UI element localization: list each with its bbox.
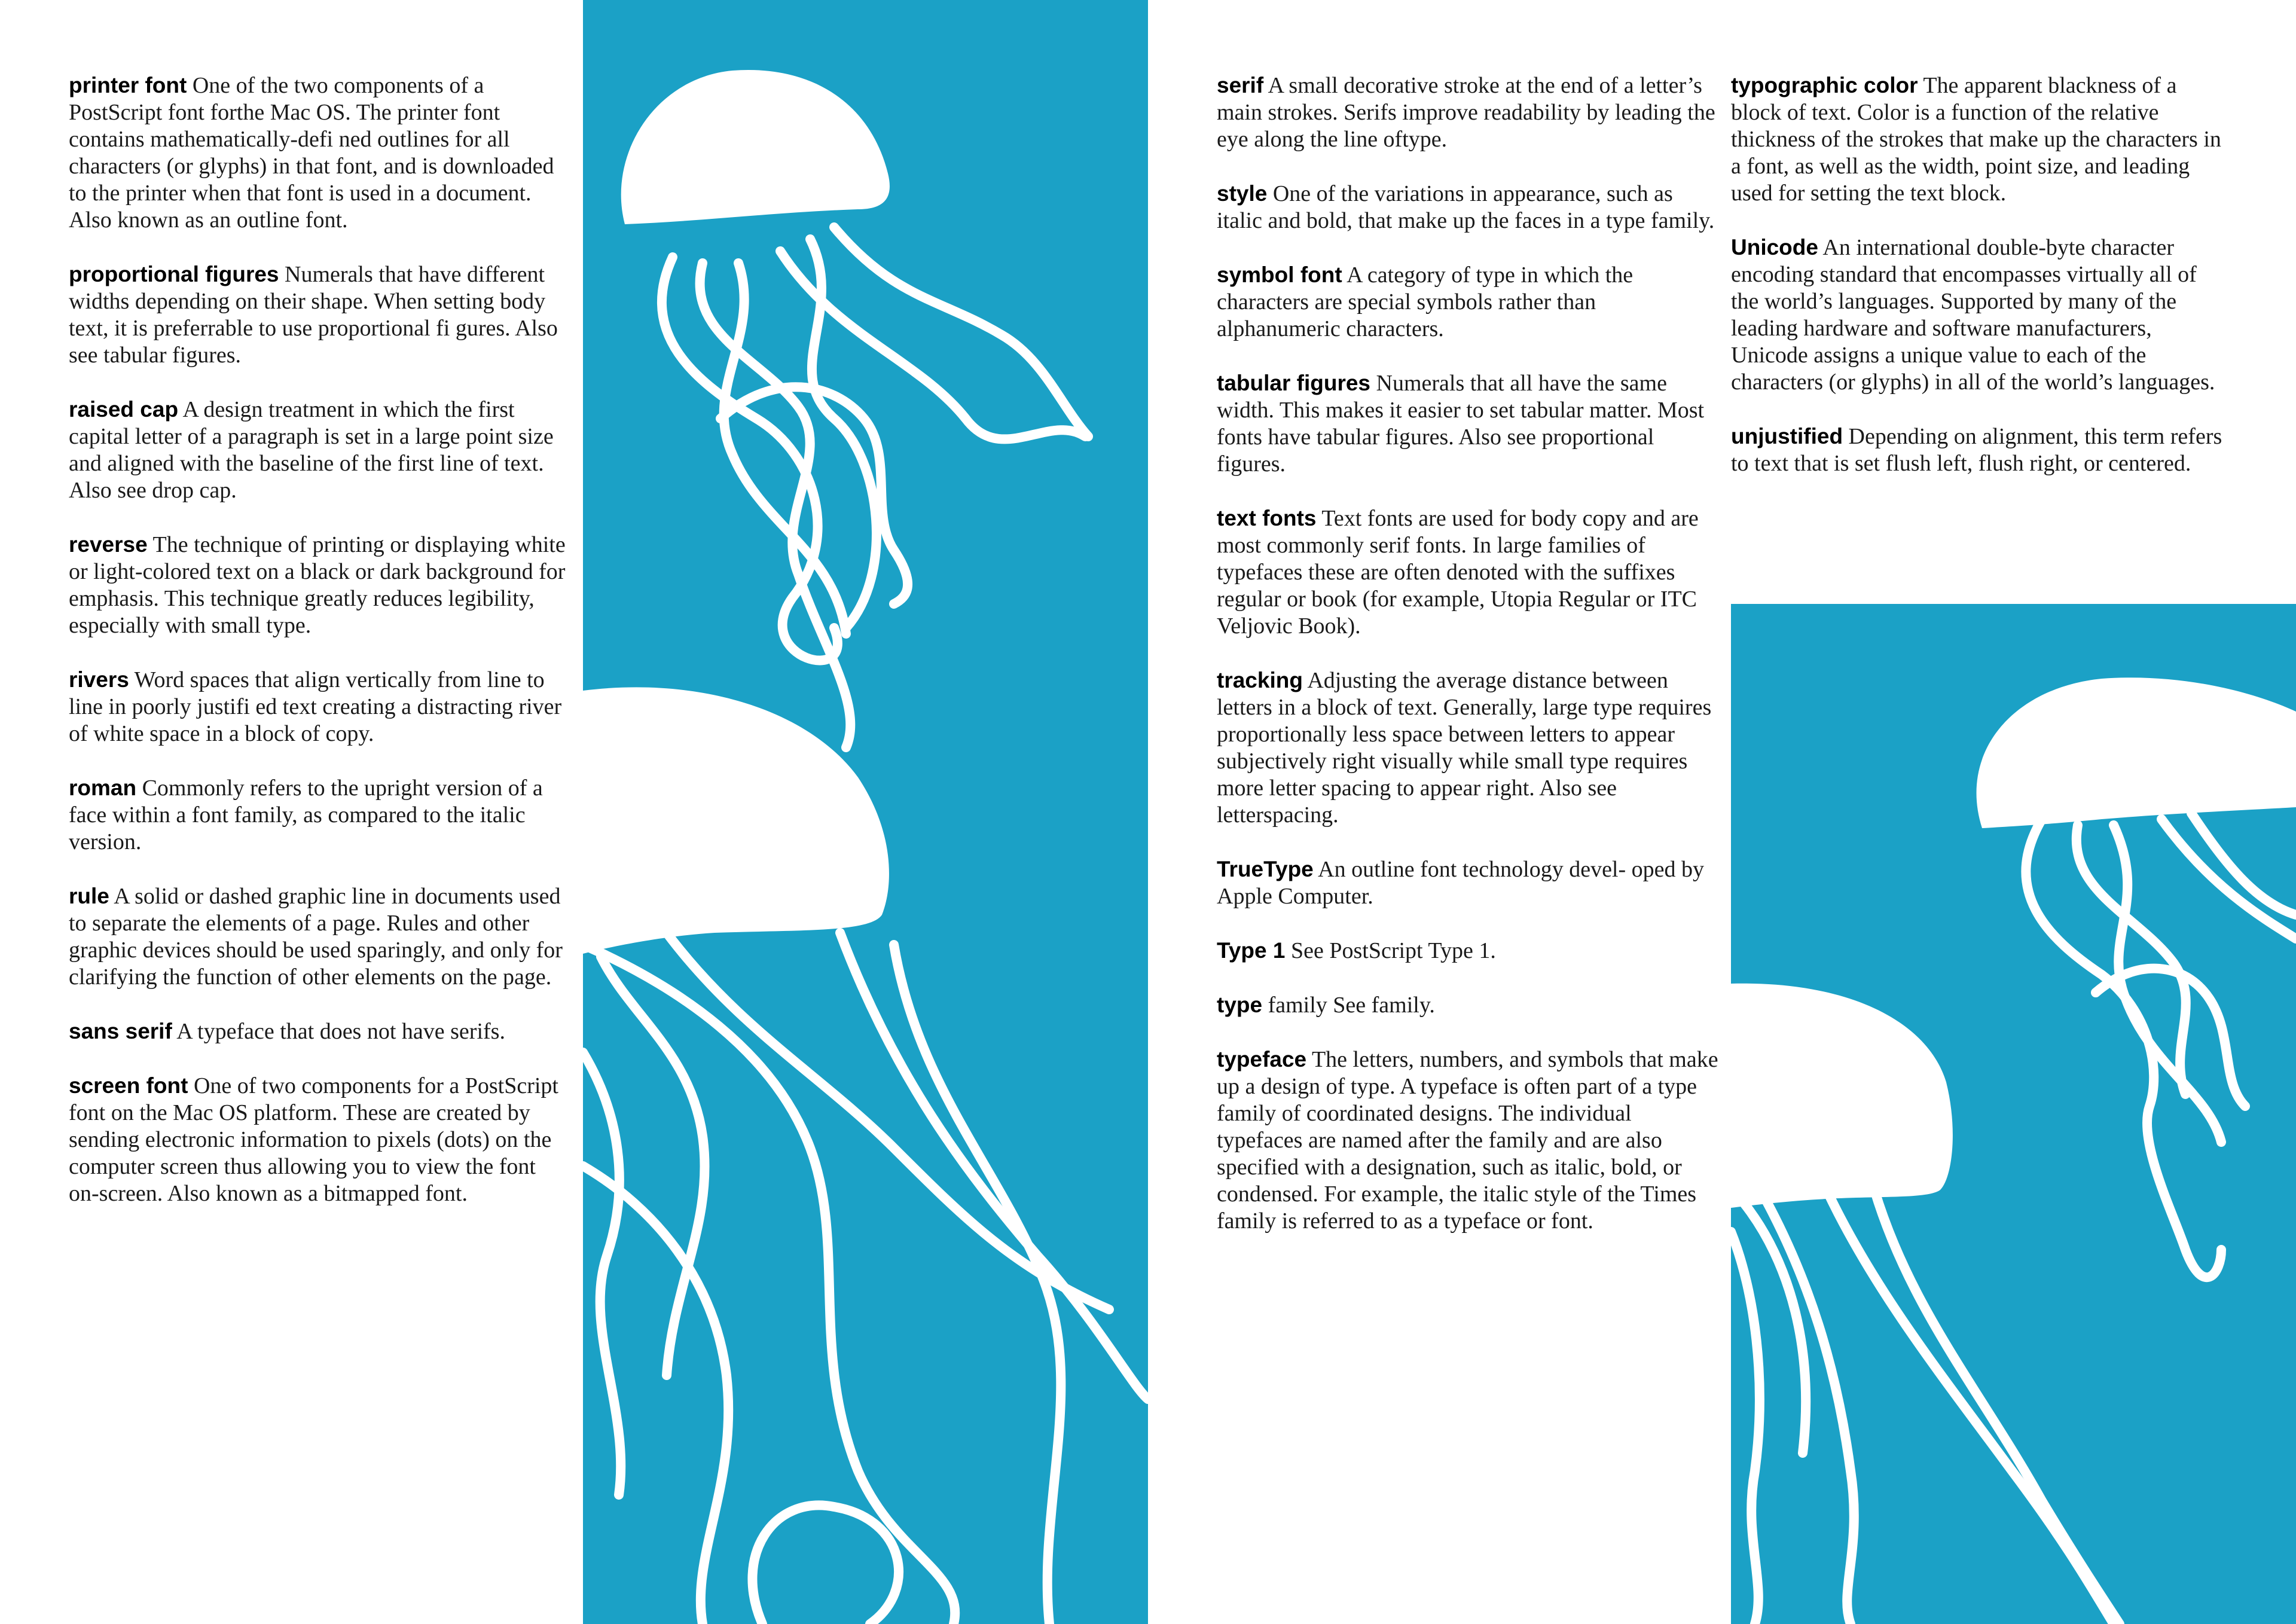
entry-term: screen font <box>69 1073 188 1098</box>
entry-term: text fonts <box>1217 506 1317 530</box>
glossary-entry-serif <box>1217 72 1719 153</box>
entry-term: rivers <box>69 667 129 692</box>
entry-definition: Text fonts are used for body copy and are most commonly serif fonts. In large families of typefaces these are often denoted with the suffixes regular or book (for example, Utopia Regular or ITC Veljovic Book). <box>1217 506 1699 639</box>
glossary-entry-truetype <box>1217 856 1719 910</box>
glossary-entry-roman <box>69 774 571 856</box>
entry-definition: A design treatment in which the first capital letter of a paragraph is set in a large point size and aligned with the baseline of the first line of text. Also see drop cap. <box>69 397 554 503</box>
entry-term: tracking <box>1217 668 1303 692</box>
entry-term: rule <box>69 884 109 908</box>
glossary-entry-rivers <box>69 666 571 747</box>
entry-definition: Word spaces that align vertically from line to line in poorly justifi ed text creating a distracting river of white space in a block of copy. <box>69 667 562 746</box>
jellyfish-illustration-right <box>1731 604 2296 1624</box>
entry-term: proportional figures <box>69 262 279 286</box>
entry-definition: An outline font technology devel- oped by Apple Computer. <box>1217 857 1705 909</box>
glossary-entry-type <box>1217 991 1719 1019</box>
entry-term: Unicode <box>1731 235 1818 260</box>
glossary-entry-sans-serif <box>69 1018 571 1045</box>
glossary-entry-proportional-figures <box>69 261 571 369</box>
entry-term: type <box>1217 993 1263 1017</box>
entry-term: symbol font <box>1217 262 1342 287</box>
entry-term: reverse <box>69 532 148 557</box>
glossary-entry-style <box>1217 180 1719 234</box>
entry-term: sans serif <box>69 1019 172 1043</box>
entry-term: serif <box>1217 73 1264 97</box>
glossary-entry-typographic-color <box>1731 72 2227 207</box>
entry-definition: Adjusting the average distance between letters in a block of text. Generally, large type requires proportionally less space between letters to appear subjectively right visually while small type requires more letter spacing to appear right. Also see letterspacing. <box>1217 668 1712 828</box>
entry-definition: One of two components for a PostScript font on the Mac OS platform. These are created by sending electronic information to pixels (dots) on the computer screen thus allowing you to view the font on-screen. Also known as a bitmapped font. <box>69 1073 558 1206</box>
entry-term: roman <box>69 776 137 800</box>
entry-term: unjustified <box>1731 424 1843 448</box>
entry-term: Type 1 <box>1217 938 1286 963</box>
glossary-entry-typeface <box>1217 1046 1719 1235</box>
entry-definition: Numerals that all have the same width. This makes it easier to set tabular matter. Most fonts have tabular figures. Also see proportional figures. <box>1217 371 1705 477</box>
glossary-entry-rule <box>69 883 571 991</box>
entry-definition: The technique of printing or displaying white or light-colored text on a black or dark background for emphasis. This technique greatly reduces legibility, especially with small type. <box>69 532 566 638</box>
glossary-entry-text-fonts <box>1217 505 1719 640</box>
entry-definition: A solid or dashed graphic line in documents used to separate the elements of a page. Rules and other graphic devices should be used sparingly, and only for clarifying the function of other elements on the page. <box>69 884 563 990</box>
glossary-entry-tabular-figures <box>1217 370 1719 478</box>
entry-definition: One of the variations in appearance, such as italic and bold, that make up the faces in a type family. <box>1217 181 1715 233</box>
entry-definition: A category of type in which the characters are special symbols rather than alphanumeric characters. <box>1217 262 1634 341</box>
entry-definition: The letters, numbers, and symbols that make up a design of type. A typeface is often part of a type family of coordinated designs. The individual typefaces are named after the family and are also specified with a designation, such as italic, bold, or condensed. For example, the italic style of the Times family is referred to as a typeface or font. <box>1217 1047 1718 1234</box>
entry-term: typographic color <box>1731 73 1918 97</box>
entry-definition: Commonly refers to the upright version of a face within a font family, as compared to the italic version. <box>69 776 543 854</box>
glossary-entry-unjustified <box>1731 423 2227 477</box>
glossary-entry-screen-font <box>69 1072 571 1207</box>
entry-definition: See PostScript Type 1. <box>1290 938 1496 963</box>
glossary-entry-type-1 <box>1217 937 1719 964</box>
glossary-entry-printer-font <box>69 72 571 234</box>
entry-definition: Numerals that have different widths depending on their shape. When setting body text, it is preferrable to use proportional fi gures. Also see tabular figures. <box>69 262 558 368</box>
entry-term: typeface <box>1217 1047 1307 1072</box>
entry-definition: An international double-byte character encoding standard that encompasses virtually all of the world’s languages. Supported by many of the leading hardware and software manufacturers, Unicode assigns a unique value to each of the characters (or glyphs) in all of the world’s languages. <box>1731 235 2215 395</box>
entry-definition: A typeface that does not have serifs. <box>176 1019 505 1044</box>
entry-term: style <box>1217 181 1268 206</box>
glossary-entry-unicode <box>1731 234 2227 396</box>
glossary-entry-raised-cap <box>69 396 571 504</box>
entry-term: raised cap <box>69 397 179 422</box>
entry-term: printer font <box>69 73 187 97</box>
entry-definition: A small decorative stroke at the end of a letter’s main strokes. Serifs improve readability by leading the eye along the line oftype. <box>1217 73 1715 152</box>
glossary-entry-symbol-font <box>1217 261 1719 343</box>
entry-term: TrueType <box>1217 857 1314 881</box>
entry-definition: The apparent blackness of a block of text. Color is a function of the relative thickness of the strokes that make up the characters in a font, as well as the width, point size, and leading used for setting the text block. <box>1731 73 2221 206</box>
entry-term: tabular figures <box>1217 371 1370 395</box>
glossary-entry-reverse <box>69 531 571 639</box>
glossary-column-1 <box>69 72 571 1234</box>
glossary-column-3 <box>1731 72 2227 504</box>
entry-definition: One of the two components of a PostScript font forthe Mac OS. The printer font contains mathematically-defi ned outlines for all characters (or glyphs) in that font, and is downloaded to the printer when that font is used in a document. Also known as an outline font. <box>69 73 554 233</box>
glossary-column-2 <box>1217 72 1719 1262</box>
entry-definition: family See family. <box>1268 993 1435 1018</box>
jellyfish-illustration-left <box>583 0 1148 1624</box>
entry-definition: Depending on alignment, this term refers to text that is set flush left, flush right, or centered. <box>1731 424 2222 476</box>
glossary-entry-tracking <box>1217 667 1719 829</box>
